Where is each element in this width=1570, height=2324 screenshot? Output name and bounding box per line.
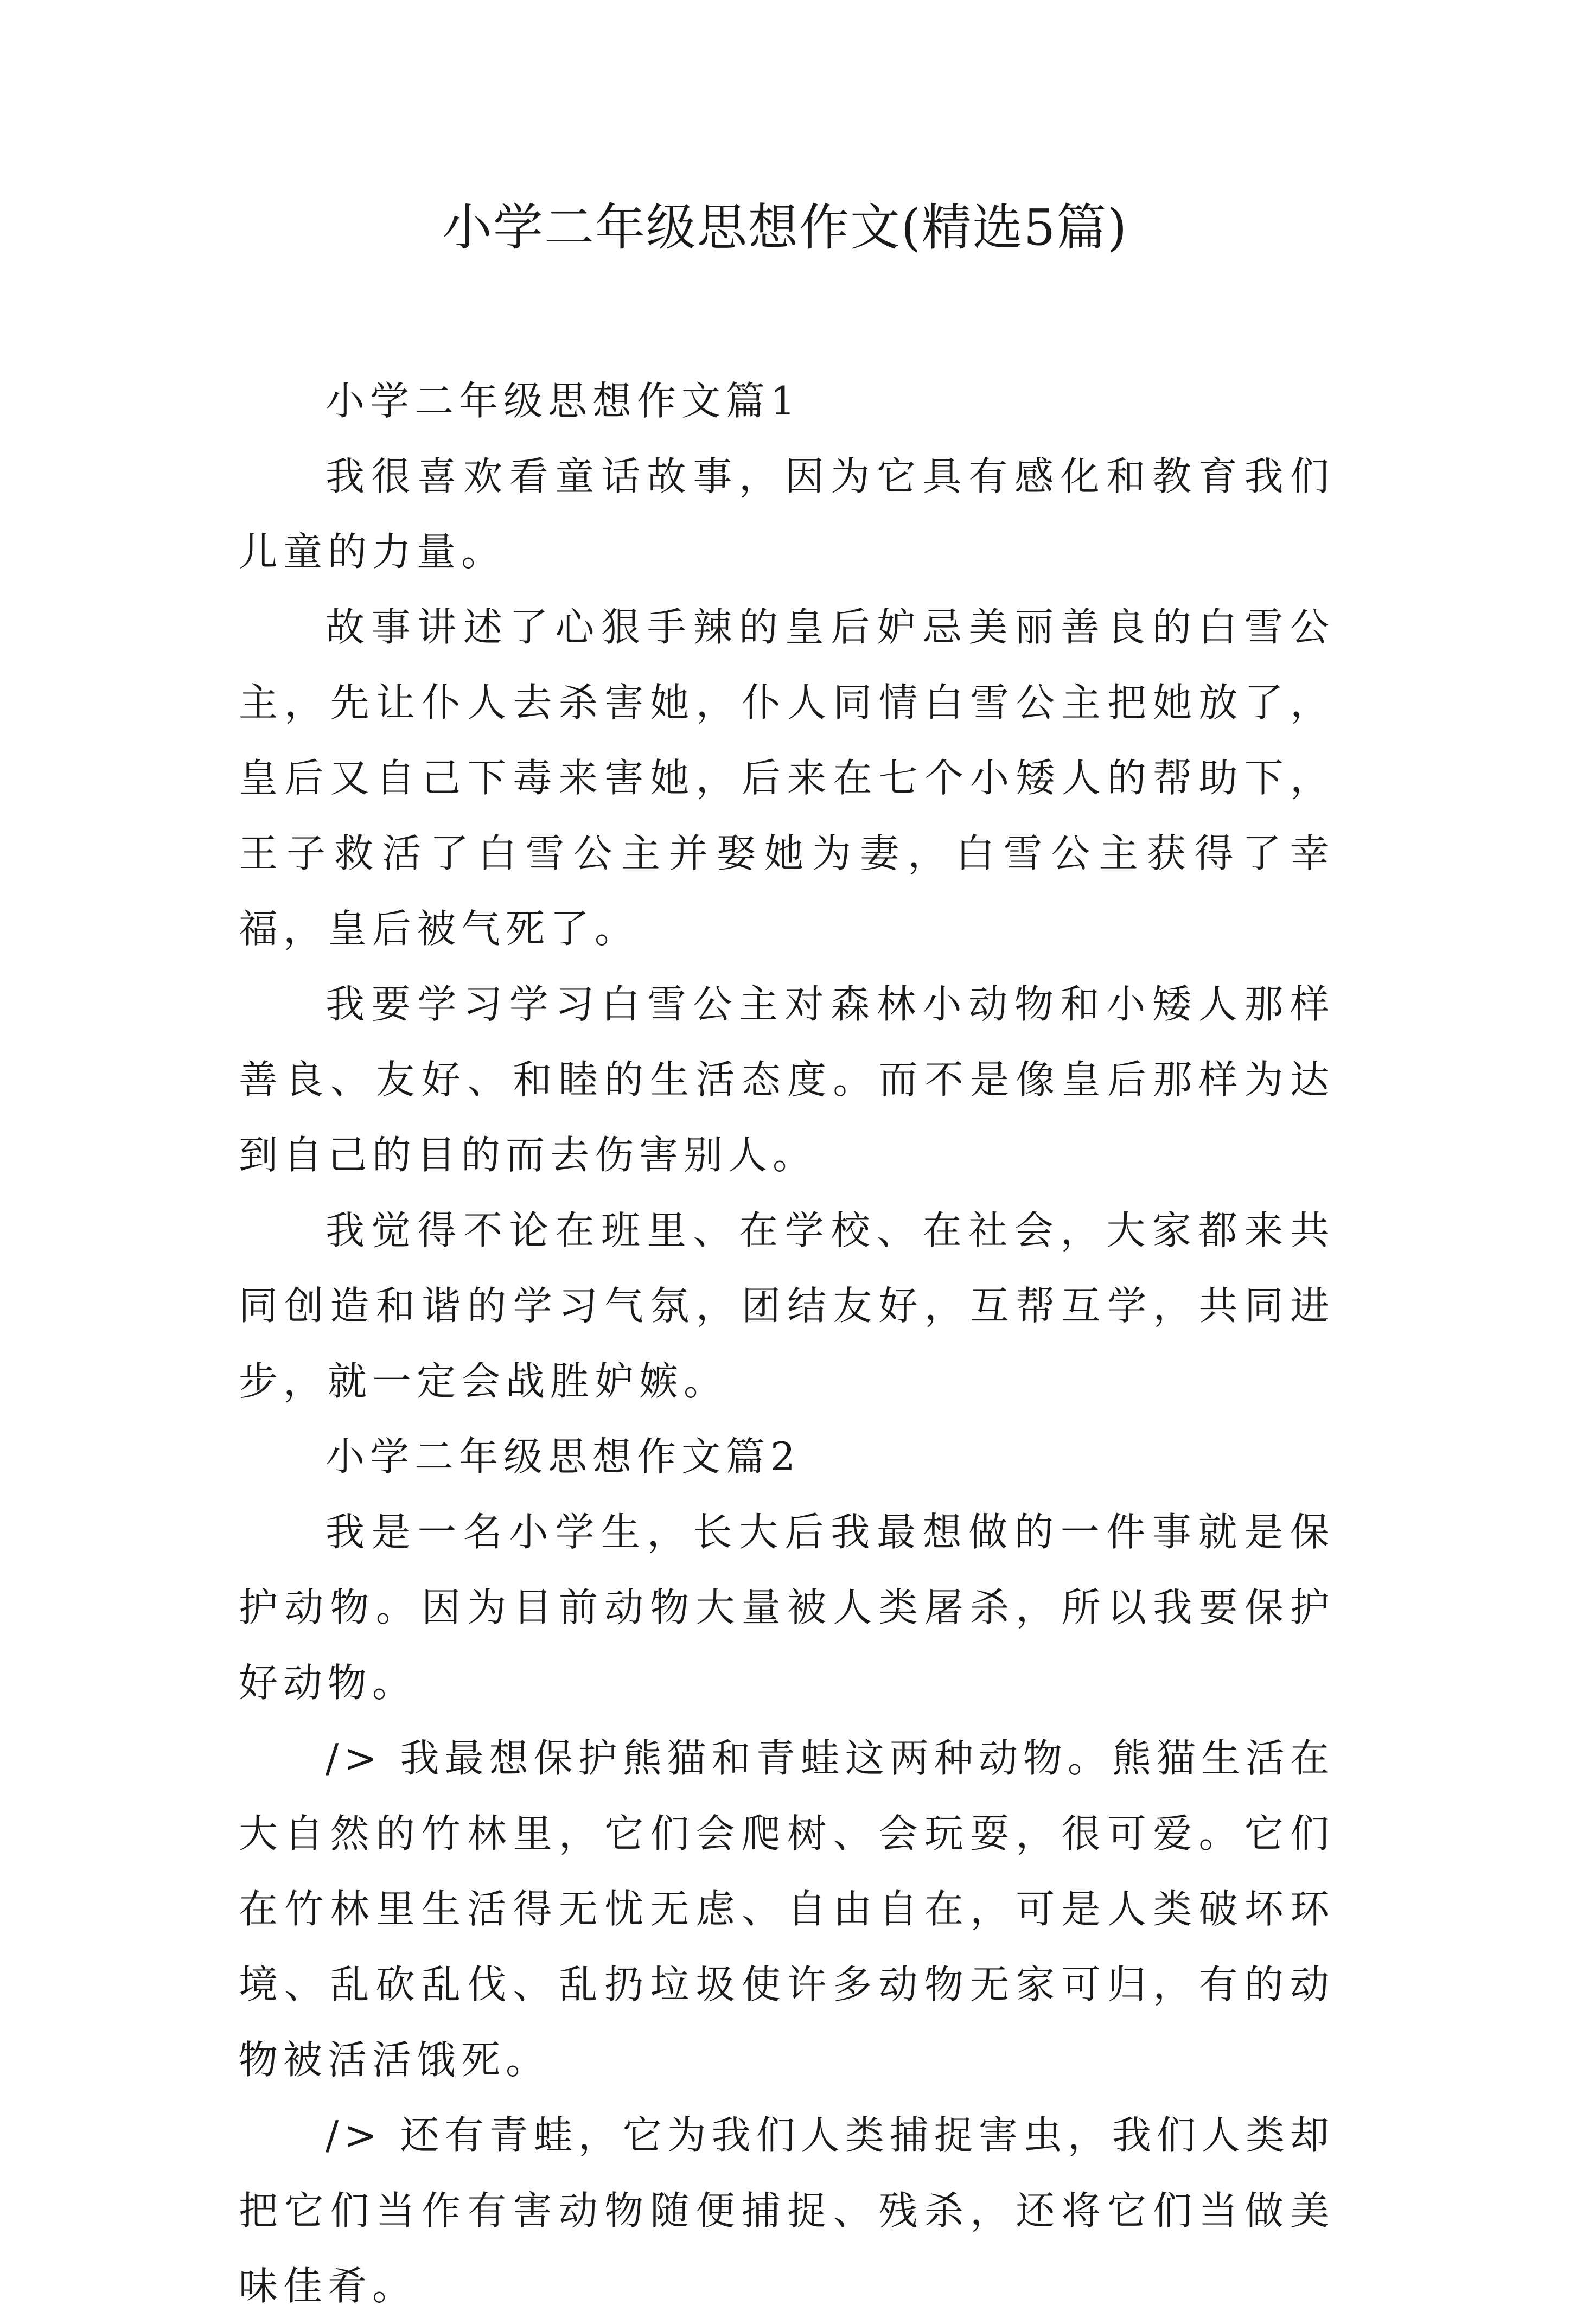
section-heading-2: 小学二年级思想作文篇2 xyxy=(326,1434,801,1479)
document-title: 小学二年级思想作文(精选5篇) xyxy=(442,199,1128,257)
section-heading-1: 小学二年级思想作文篇1 xyxy=(326,378,801,424)
paragraph: 我很喜欢看童话故事，因为它具有感化和教育我们儿童的力量。 xyxy=(239,454,1335,574)
paragraph: 我要学习学习白雪公主对森林小动物和小矮人那样善良、友好、和睦的生活态度。而不是像皇后那样为达到自己的目的而去伤害别人。 xyxy=(239,981,1335,1178)
document-body xyxy=(239,363,1335,2324)
paragraph: /> 还有青蛙，它为我们人类捕捉害虫，我们人类却把它们当作有害动物随便捕捉、残杀，还将它们当做美味佳肴。 xyxy=(239,2112,1335,2309)
paragraph: 我是一名小学生，长大后我最想做的一件事就是保护动物。因为目前动物大量被人类屠杀，所以我要保护好动物。 xyxy=(239,1509,1335,1706)
paragraph: 故事讲述了心狠手辣的皇后妒忌美丽善良的白雪公主，先让仆人去杀害她，仆人同情白雪公主把她放了，皇后又自己下毒来害她，后来在七个小矮人的帮助下，王子救活了白雪公主并娶她为妻，白雪公主获得了幸福，皇后被气死了。 xyxy=(239,604,1335,952)
paragraph: /> 我最想保护熊猫和青蛙这两种动物。熊猫生活在大自然的竹林里，它们会爬树、会玩耍，很可爱。它们在竹林里生活得无忧无虑、自由自在，可是人类破坏环境、乱砍乱伐、乱扔垃圾使许多动物无家可归，有的动物被活活饿死。 xyxy=(239,1735,1335,2083)
paragraph: 我觉得不论在班里、在学校、在社会，大家都来共同创造和谐的学习气氛，团结友好，互帮互学，共同进步，就一定会战胜妒嫉。 xyxy=(239,1208,1335,1404)
